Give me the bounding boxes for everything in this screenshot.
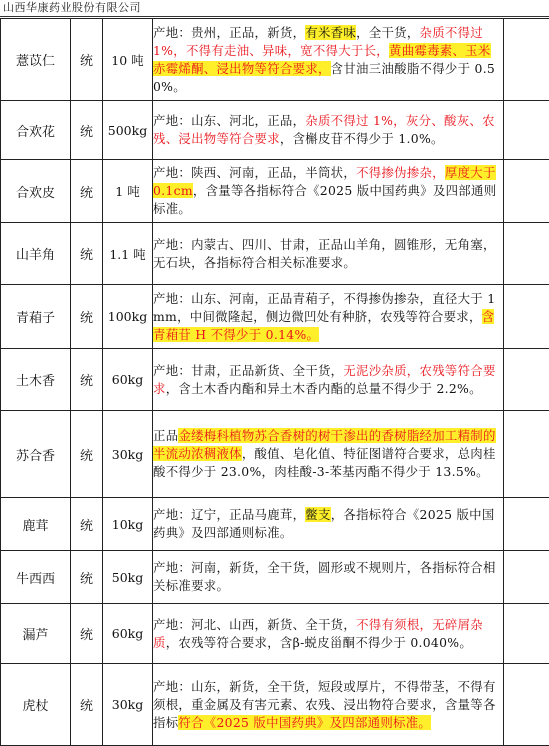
- requirement-segment: 厚度大于 0.1cm: [153, 165, 496, 198]
- empty-cell: [504, 498, 549, 551]
- requirement-cell: [153, 101, 504, 160]
- table-row: [1, 223, 549, 285]
- herb-name: 薏苡仁: [1, 19, 71, 101]
- grade-cell: 统: [71, 160, 103, 223]
- herb-name: 山羊角: [1, 223, 71, 285]
- quantity-cell: 500kg: [103, 101, 153, 160]
- empty-cell: [504, 604, 549, 664]
- requirement-segment: 产地：山东、河南，正品青葙子，不得掺伪掺杂，直径大于 1mm，中间微隆起，侧边微凹处有种脐，农残等符合要求，: [153, 291, 495, 324]
- requirement-segment: ，酸值、皂化值、特征图谱符合要求，总肉桂酸不得少于 23.0%，肉桂酸-3-苯基丙酯不得少于 13.5%。: [153, 446, 496, 479]
- table-row: [1, 498, 549, 551]
- quantity-cell: 60kg: [103, 604, 153, 664]
- herb-name: 青葙子: [1, 285, 71, 349]
- quantity-cell: 100kg: [103, 285, 153, 349]
- quantity-cell: 1 吨: [103, 160, 153, 223]
- quantity-cell: 30kg: [103, 664, 153, 746]
- grade-cell: 统: [71, 498, 103, 551]
- requirement-segment: 符合《2025 版中国药典》及四部通则标准。: [178, 715, 431, 730]
- table-row: [1, 285, 549, 349]
- requirement-segment: ，含量等各指标符合《2025 版中国药典》及四部通则标准。: [153, 183, 496, 216]
- requirement-segment: ，含土木香内酯和异土木香内酯的总量不得少于 2.2%。: [166, 381, 482, 396]
- herb-name: 合欢皮: [1, 160, 71, 223]
- header-divider: [0, 16, 549, 17]
- empty-cell: [504, 223, 549, 285]
- grade-cell: 统: [71, 411, 103, 498]
- empty-cell: [504, 101, 549, 160]
- empty-cell: [504, 349, 549, 411]
- requirement-segment: 产地：陕西、河南，正品，半筒状，: [153, 165, 356, 180]
- requirement-segment: 产地：山东、河北，正品，: [153, 113, 305, 128]
- grade-cell: 统: [71, 604, 103, 664]
- requirement-segment: 产地：河南，新货，全干货，圆形或不规则片，各指标符合相关标准要求。: [153, 560, 496, 593]
- requirement-segment: 产地：贵州，正品，新货，: [153, 25, 305, 40]
- requirement-segment: ，全干货，: [356, 25, 419, 40]
- quantity-cell: 10kg: [103, 498, 153, 551]
- table-row: [1, 19, 549, 101]
- requirement-segment: 产地：河北、山西，新货、全干货，: [153, 617, 356, 632]
- requirement-segment: 鳖支: [305, 507, 330, 522]
- requirement-segment: ，农残等符合要求，含β-蜕皮甾酮不得少于 0.040%。: [166, 635, 472, 650]
- grade-cell: 统: [71, 664, 103, 746]
- herb-name: 土木香: [1, 349, 71, 411]
- requirement-segment: 有米香味: [305, 25, 356, 40]
- empty-cell: [504, 411, 549, 498]
- table-row: [1, 604, 549, 664]
- grade-cell: 统: [71, 223, 103, 285]
- grade-cell: 统: [71, 349, 103, 411]
- requirement-segment: 无泥沙杂质，农残等符合要求: [153, 363, 496, 396]
- table-row: [1, 411, 549, 498]
- requirement-cell: [153, 551, 504, 604]
- requirement-cell: [153, 349, 504, 411]
- requirement-segment: ，含槲皮苷不得少于 1.0%。: [280, 131, 444, 146]
- quantity-cell: 60kg: [103, 349, 153, 411]
- empty-cell: [504, 551, 549, 604]
- empty-cell: [504, 19, 549, 101]
- requirement-cell: [153, 19, 504, 101]
- empty-cell: [504, 285, 549, 349]
- table-row: [1, 551, 549, 604]
- requirement-cell: [153, 223, 504, 285]
- requirement-cell: [153, 604, 504, 664]
- requirement-segment: 产地：内蒙古、四川、甘肃，正品山羊角，圆锥形，无角塞，无石块，各指标符合相关标准要求。: [153, 237, 496, 270]
- requirement-segment: 正品: [153, 428, 178, 443]
- requirement-cell: [153, 411, 504, 498]
- requirement-segment: 产地：山东，新货，全干货，短段或厚片，不得带茎，不得有须根，重金属及有害元素、农残、浸出物符合要求，含量等各指标: [153, 679, 496, 730]
- quantity-cell: 50kg: [103, 551, 153, 604]
- table-row: [1, 160, 549, 223]
- requirement-cell: [153, 664, 504, 746]
- requirement-segment: 金缕梅科植物苏合香树的树干渗出的香树脂经加工精制的半流动浓稠液体: [153, 428, 496, 461]
- table-row: [1, 101, 549, 160]
- requirement-segment: 产地：甘肃，正品新货、全干货，: [153, 363, 343, 378]
- herb-name: 苏合香: [1, 411, 71, 498]
- requirement-segment: ，各指标符合《2025 版中国药典》及四部通则标准。: [153, 507, 495, 540]
- requirement-cell: [153, 498, 504, 551]
- requirement-segment: 杂质不得过 1%，灰分、酸灰、农残、浸出物等符合要求: [153, 113, 495, 146]
- quantity-cell: 1.1 吨: [103, 223, 153, 285]
- requirement-segment: 含青葙苷 H 不得少于 0.14%。: [153, 309, 494, 342]
- requirement-segment: 含甘油三油酸脂不得少于 0.50%。: [153, 61, 495, 94]
- grade-cell: 统: [71, 285, 103, 349]
- table-row: [1, 664, 549, 746]
- requirement-cell: [153, 160, 504, 223]
- quantity-cell: 30kg: [103, 411, 153, 498]
- company-name: 山西华康药业股份有限公司: [3, 1, 141, 14]
- herb-name: 鹿茸: [1, 498, 71, 551]
- requirement-segment: 黄曲霉毒素、玉米赤霉烯酮、浸出物等符合要求，: [153, 43, 491, 76]
- requirement-segment: 产地：辽宁，正品马鹿茸，: [153, 507, 305, 522]
- herb-name: 合欢花: [1, 101, 71, 160]
- requirement-segment: 杂质不得过 1%，不得有走油、异味，宽不得大于长，: [153, 25, 483, 58]
- quantity-cell: 10 吨: [103, 19, 153, 101]
- table-row: [1, 349, 549, 411]
- grade-cell: 统: [71, 19, 103, 101]
- empty-cell: [504, 160, 549, 223]
- specification-table: [0, 18, 549, 746]
- requirement-cell: [153, 285, 504, 349]
- herb-name: 漏芦: [1, 604, 71, 664]
- herb-name: 牛西西: [1, 551, 71, 604]
- empty-cell: [504, 664, 549, 746]
- grade-cell: 统: [71, 101, 103, 160]
- grade-cell: 统: [71, 551, 103, 604]
- requirement-segment: 不得掺伪掺杂，: [356, 165, 445, 180]
- page-header: [0, 0, 549, 16]
- herb-name: 虎杖: [1, 664, 71, 746]
- requirement-segment: 不得有须根，无碎屑杂质: [153, 617, 483, 650]
